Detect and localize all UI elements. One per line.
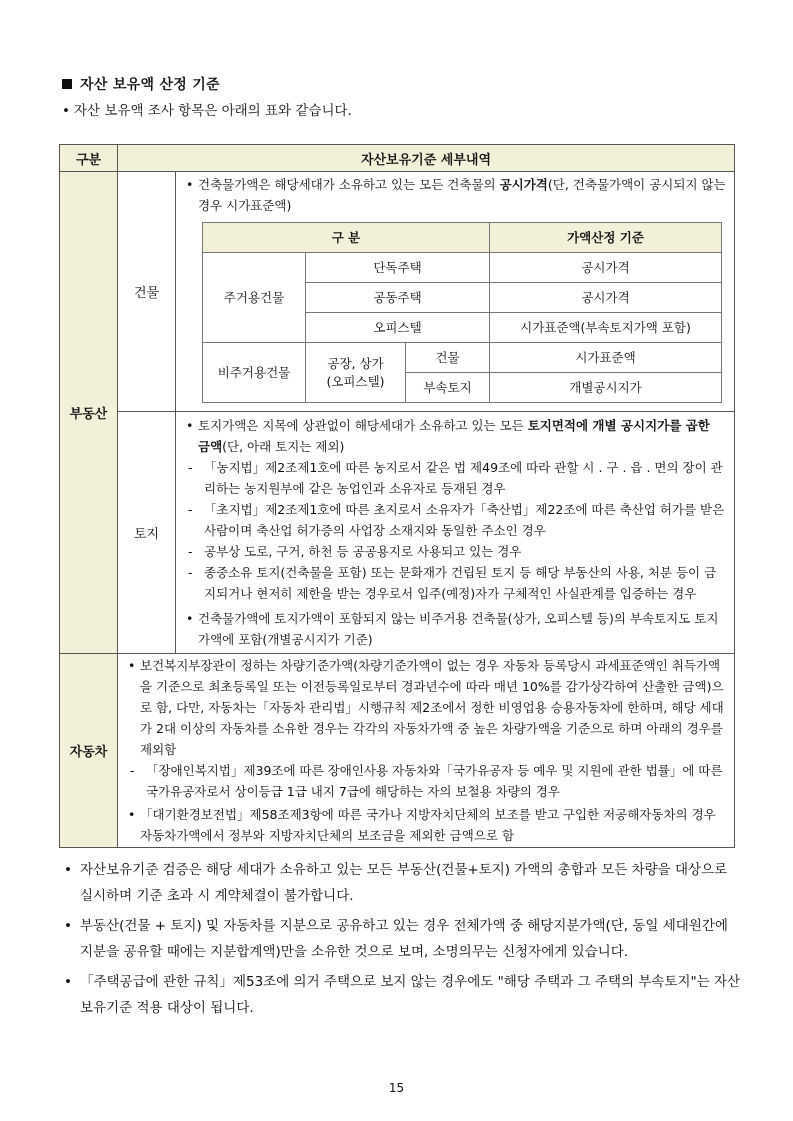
vehicle-exception: - 「장애인복지법」제39조에 따른 장애인사용 자동차와「국가유공자 등 예우 및 지원에 관한 법률」에 따른 국가유공자로서 상이등급 1급 내지 7급에 해당하는 자의 보철용 차량의 경우 <box>130 763 723 799</box>
inner-header-basis: 가액산정 기준 <box>490 223 722 253</box>
notes-section <box>62 857 742 1021</box>
header-category: 구분 <box>60 145 118 172</box>
land-note: • 건축물가액에 토지가액이 포함되지 않는 비주거용 건축물(상가, 오피스텔 등)의 부속토지도 토지가액에 포함(개별공시지가 기준) <box>184 608 726 650</box>
intro-text: • 자산 보유액 조사 항목은 아래의 표와 같습니다. <box>62 103 352 119</box>
land-row <box>60 412 735 654</box>
residential-building: 주거용건물 <box>203 253 306 343</box>
asset-criteria-table <box>59 144 735 848</box>
header-detail: 자산보유기준 세부내역 <box>118 145 735 172</box>
vehicle-detail <box>118 654 735 848</box>
building-row <box>60 172 735 412</box>
note-item: • 부동산(건물 + 토지) 및 자동차를 지분으로 공유하고 있는 경우 전체가액 중 해당지분가액(단, 동일 세대원간에 지분을 공유할 때에는 지분합계액)만을 소유한 것으로 보며, 소명의무는 신청자에게 있습니다. <box>62 913 742 965</box>
land-detail <box>176 412 735 654</box>
note-item: • 「주택공급에 관한 규칙」제53조에 의거 주택으로 보지 않는 경우에도 "해당 주택과 그 주택의 부속토지"는 자산보유기준 적용 대상이 됩니다. <box>62 969 742 1021</box>
officetel-basis: 시가표준액(부속토지가액 포함) <box>490 313 722 343</box>
category-vehicle: 자동차 <box>60 654 118 848</box>
vehicle-row <box>60 654 735 848</box>
table-header-row <box>60 145 735 172</box>
inner-row <box>203 343 722 373</box>
category-real-estate: 부동산 <box>60 172 118 654</box>
attached-land: 부속토지 <box>406 373 490 403</box>
nonresidential-building: 비주거용건물 <box>203 343 306 403</box>
vehicle-main-text: • 보건복지부장관이 정하는 차량기준가액(차량기준가액이 없는 경우 자동차 등록당시 과세표준액인 취득가액을 기준으로 최초등록일 또는 이전등록일로부터 경과년수에 따라 매년 10%를 감가상각하여 산출한 금액)으로 함, 다만, 자동차는「자동차 관리법」시행규칙 제2조에서 정한 비영업용 승용자동차에 한하며, 해당 세대가 2대 이상의 자동차를 소유한 경우는 각각의 자동차가액 중 높은 차량가액을 기준으로 하며 아래의 경우를 제외함 <box>126 655 726 760</box>
building-valuation-table <box>202 222 722 403</box>
bullet-icon: • <box>62 103 70 119</box>
square-bullet-icon <box>62 79 72 89</box>
detached-basis: 공시가격 <box>490 253 722 283</box>
page-number: 15 <box>388 1081 405 1095</box>
nonres-building-basis: 시가표준액 <box>490 343 722 373</box>
officetel: 오피스텔 <box>306 313 490 343</box>
inner-row <box>203 253 722 283</box>
land-description: • 토지가액은 지목에 상관없이 해당세대가 소유하고 있는 모든 토지면적에 개별 공시지가를 곱한 금액(단, 아래 토지는 제외) <box>184 415 726 457</box>
apartment-house: 공동주택 <box>306 283 490 313</box>
nonres-building: 건물 <box>406 343 490 373</box>
subcategory-land: 토지 <box>118 412 176 654</box>
attached-land-basis: 개별공시지가 <box>490 373 722 403</box>
section-title: 자산 보유액 산정 기준 <box>62 74 220 94</box>
inner-header-row <box>203 223 722 253</box>
land-exclusion-item: - 종중소유 토지(건축물을 포함) 또는 문화재가 건립된 토지 등 해당 부동산의 사용, 처분 등이 금지되거나 현저히 제한을 받는 경우로서 입주(예정)자가 구체적인 사실관계를 입증하는 경우 <box>188 565 717 601</box>
detached-house: 단독주택 <box>306 253 490 283</box>
land-exclusion-item: - 「농지법」제2조제1호에 따른 농지로서 같은 법 제49조에 따라 관할 시 . 구 . 읍 . 면의 장이 관리하는 농지원부에 같은 농업인과 소유자로 등재된 경우 <box>188 460 723 496</box>
apartment-basis: 공시가격 <box>490 283 722 313</box>
vehicle-note: • 「대기환경보전법」제58조제3항에 따른 국가나 지방자치단체의 보조를 받고 구입한 저공해자동차의 경우 자동차가액에서 정부와 지방자치단체의 보조금을 제외한 금액으로 함 <box>126 804 726 846</box>
building-detail <box>176 172 735 412</box>
land-exclusion-item: - 공부상 도로, 구거, 하천 등 공공용지로 사용되고 있는 경우 <box>188 544 522 559</box>
land-exclusion-item: - 「초지법」제2조제1호에 따른 초지로서 소유자가「축산법」제22조에 따른 축산업 허가를 받은 사람이며 축산업 허가증의 사업장 소재지와 동일한 주소인 경우 <box>188 502 725 538</box>
subcategory-building: 건물 <box>118 172 176 412</box>
note-item: • 자산보유기준 검증은 해당 세대가 소유하고 있는 모든 부동산(건물+토지) 가액의 총합과 모든 차량을 대상으로 실시하며 기준 초과 시 계약체결이 불가합니다. <box>62 857 742 909</box>
building-description: • 건축물가액은 해당세대가 소유하고 있는 모든 건축물의 공시가격(단, 건축물가액이 공시되지 않는 경우 시가표준액) <box>184 174 726 216</box>
factory-store: 공장, 상가 (오피스텔) <box>306 343 406 403</box>
inner-header-category: 구 분 <box>203 223 490 253</box>
